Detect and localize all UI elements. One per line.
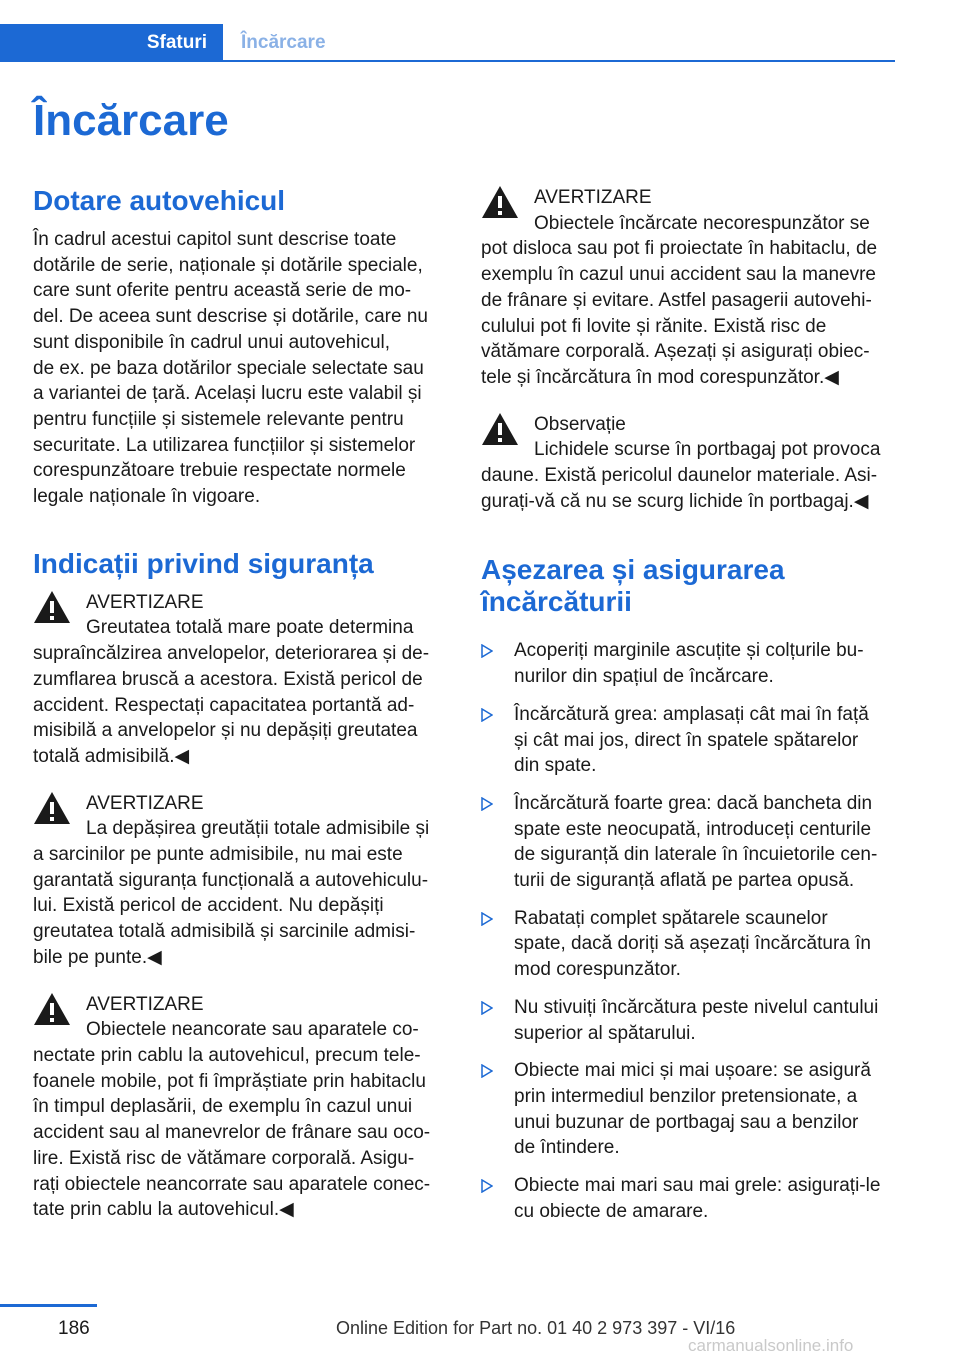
warning-title: AVERTIZARE: [86, 993, 204, 1015]
list-item: Rabatați complet spătarele scaunelor spate, dacă doriți să așezați încărcătura în mod corespunzător.: [481, 906, 896, 983]
footer-divider: [0, 1304, 97, 1307]
loading-tips-list: [481, 638, 896, 1224]
note-title: Observație: [534, 413, 626, 435]
bullet-triangle-icon: [481, 912, 493, 926]
note-text: Lichidele scurse în portbagaj pot provoca: [534, 439, 881, 461]
warning-title: AVERTIZARE: [534, 187, 652, 208]
list-item: Acoperiți marginile ascuțite și colțurile bu‐ nurilor din spațiul de încărcare.: [481, 638, 896, 689]
bullet-triangle-icon: [481, 1179, 493, 1193]
warning-block: AVERTIZARE Obiectele încărcate necorespunzător se pot disloca sau pot fi proiectate în habitaclu, de exemplu în cazul unui accident sau la manevre de frânare și evitare. Astfel pasagerii autovehi‐ culului pot fi lovite și rănite. Există risc de vătămare corporală. Așezați și asigurați obiec‐ tele și încărcătura în mod corespunzător.◀: [481, 185, 896, 391]
list-item: Obiecte mai mici și mai ușoare: se asigură prin intermediul benzilor pretensionate, a unui buzunar de portbagaj sau a benzilor de întindere.: [481, 1058, 896, 1161]
warning-triangle-icon: [33, 992, 71, 1026]
right-column: [481, 185, 896, 1237]
warning-title: AVERTIZARE: [86, 792, 204, 814]
list-item: Încărcătură foarte grea: dacă bancheta din spate este neocupată, introduceți centurile de siguranță din laterale în încuietorile cen‐ turii de siguranță aflată pe partea opusă.: [481, 791, 896, 894]
left-column: [33, 185, 448, 1244]
warning-block: AVERTIZARE La depășirea greutății totale admisibile și a sarcinilor pe punte admisibile, nu mai este garantată siguranța funcțională a autovehiculu‐ lui. Există pericol de accident. Nu depășiți greutatea totală admisibilă și sarcinile admisi‐ bile pe punte.◀: [33, 791, 448, 971]
warning-text: La depășirea greutății totale admisibile și: [86, 818, 430, 840]
header-divider: [0, 60, 895, 62]
list-item: Încărcătură grea: amplasați cât mai în față și cât mai jos, direct în spatele spătarelor din spate.: [481, 702, 896, 779]
edition-info: Online Edition for Part no. 01 40 2 973 397 - VI/16: [336, 1318, 736, 1338]
warning-title: AVERTIZARE: [86, 591, 204, 613]
bullet-triangle-icon: [481, 797, 493, 811]
page-header: [0, 24, 895, 62]
warning-triangle-icon: [33, 590, 71, 624]
intro-paragraph: În cadrul acestui capitol sunt descrise toate dotările de serie, naționale și dotările speciale, care sunt oferite pentru această serie de mo‐ del. De aceea sunt descrise și dotările, care nu sunt disponibile în cadrul unui autovehicul, de ex. pe baza dotărilor speciale selectate sau a variantei de țară. Același lucru este valabil și pentru funcțiile și sistemele relevante pentru securitate. La utilizarea funcțiilor și sistemelor corespunzătoare trebuie respectate normele legale naționale în vigoare.: [33, 229, 428, 508]
warning-triangle-icon: [481, 185, 519, 219]
bullet-triangle-icon: [481, 644, 493, 658]
section-heading-siguranta: Indicații privind siguranța: [33, 547, 374, 579]
list-item: Obiecte mai mari sau mai grele: asigurați-le cu obiecte de amarare.: [481, 1173, 896, 1224]
note-block: Observație Lichidele scurse în portbagaj pot provoca daune. Există pericolul daunelor materiale. Asi‐ gurați-vă că nu se scurg lichide în portbagaj.◀: [481, 412, 896, 515]
warning-text: Greutatea totală mare poate determina: [86, 617, 414, 639]
section-heading-dotare: Dotare autovehicul: [33, 185, 286, 216]
section-tab-inactive: Încărcare: [241, 32, 326, 53]
page-title: Încărcare: [33, 96, 229, 145]
section-heading-asezarea: Așezarea și asigurarea încărcăturii: [481, 554, 785, 618]
warning-triangle-icon: [481, 412, 519, 446]
warning-triangle-icon: [33, 791, 71, 825]
bullet-triangle-icon: [481, 708, 493, 722]
warning-text: Obiectele neancorate sau aparatele co‐: [86, 1019, 419, 1041]
warning-block: AVERTIZARE Greutatea totală mare poate determina supraîncălzirea anvelopelor, deteriorarea și de‐ zumflarea bruscă a acestora. Există pericol de accident. Respectați capacitatea portantă ad‐ misibilă a anvelopelor și nu depășiți greutatea totală admisibilă.◀: [33, 590, 448, 770]
page-number: 186: [58, 1318, 90, 1339]
section-tab-active: Sfaturi: [0, 24, 223, 62]
warning-block: AVERTIZARE Obiectele neancorate sau aparatele co‐ nectate prin cablu la autovehicul, precum tele‐ foanele mobile, pot fi împrăștiate prin habitaclu în timpul deplasării, de exemplu în cazul unui accident sau al manevrelor de frânare sau oco‐ lire. Există risc de vătămare corporală. Asigu‐ rați obiectele neancorrate sau aparatele conec‐ tate prin cablu la autovehicul.◀: [33, 992, 448, 1223]
bullet-triangle-icon: [481, 1064, 493, 1078]
list-item: Nu stivuiți încărcătura peste nivelul cantului superior al spătarului.: [481, 995, 896, 1046]
warning-text: Obiectele încărcate necorespunzător se: [534, 212, 870, 234]
bullet-triangle-icon: [481, 1001, 493, 1015]
watermark: carmanualsonline.info: [688, 1336, 854, 1355]
